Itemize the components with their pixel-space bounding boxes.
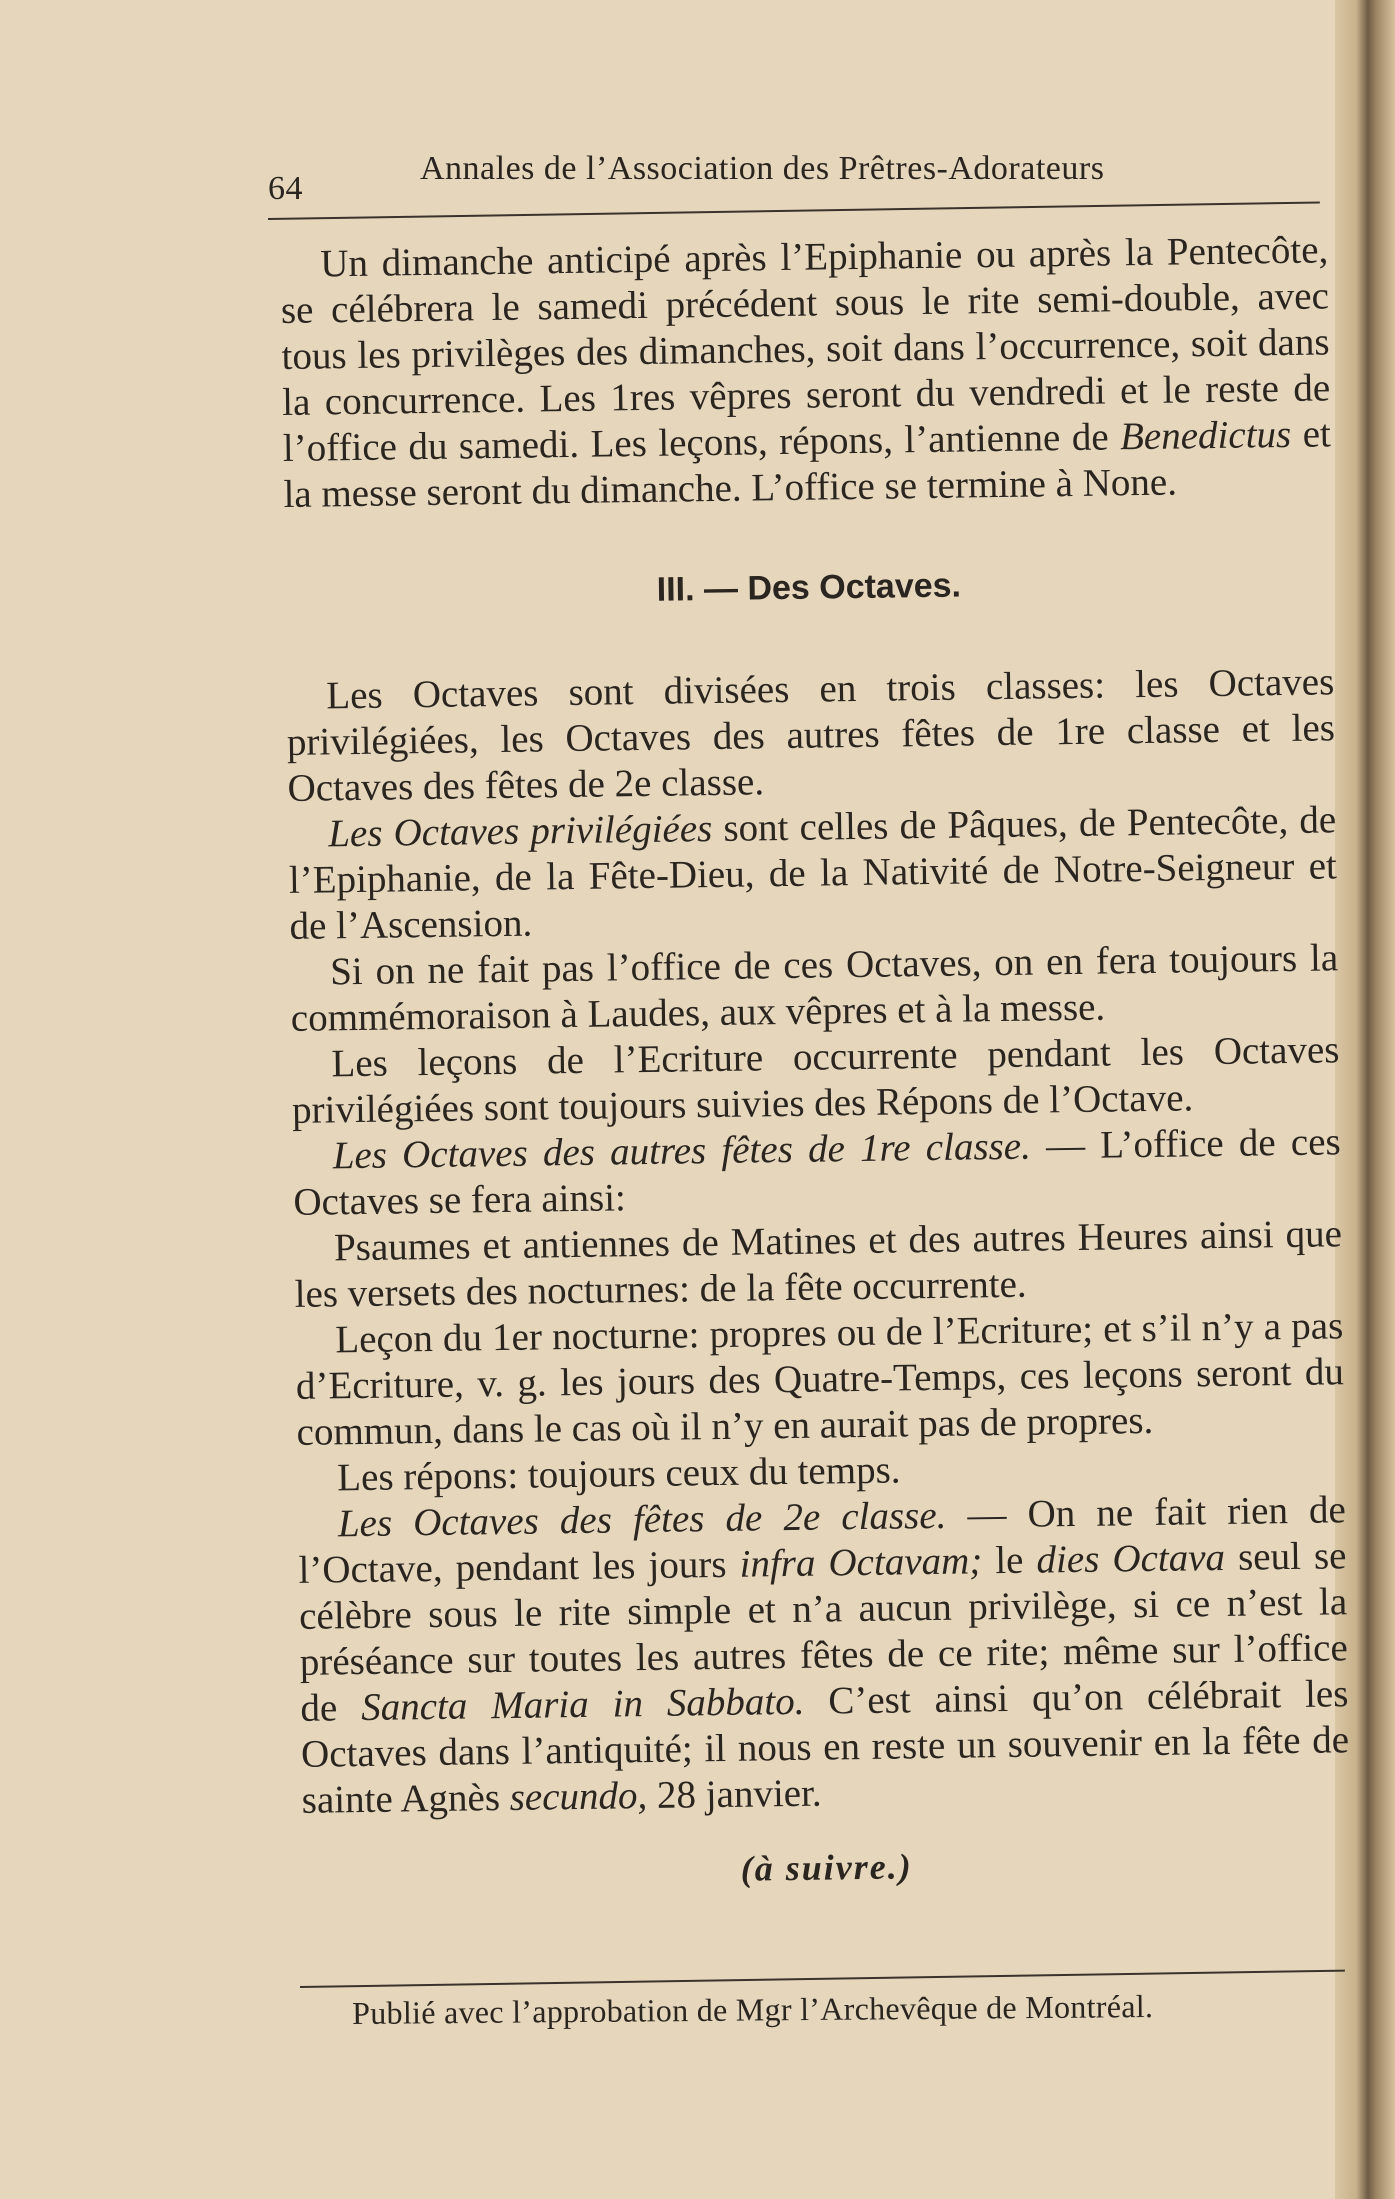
footer-approbation: Publié avec l’approbation de Mgr l’Archevêque de Montréal. bbox=[352, 1988, 1154, 2031]
paragraph-9: Les Octaves des fêtes de 2e classe. — On ne fait rien de l’Octave, pendant les jours infra Octavam; le dies Octava seul se célèbre sous le rite simple et n’a aucun privilège, si ce n’est la préséance sur toutes les autres fêtes de ce rite; même sur l’office de Sancta Maria in Sabbato. C’est ainsi qu’on célébrait les Octaves dans l’antiquité; il nous en reste un souvenir en la fête de sainte Agnès secundo, 28 janvier. bbox=[298, 1488, 1350, 1822]
running-title: Annales de l’Association des Prêtres-Adorateurs bbox=[420, 150, 1105, 187]
section-title: III. — Des Octaves. bbox=[656, 566, 962, 609]
paragraph-8: Les répons: toujours ceux du temps. bbox=[336, 1448, 901, 1500]
footer-rule bbox=[300, 1970, 1345, 1988]
intro-italic: Benedictus bbox=[1119, 412, 1292, 459]
intro-paragraph: Un dimanche anticipé après l’Epiphanie ou après la Pentecôte, se célébrera le samedi précédent sous le rite semi-double, avec tous les privilèges des dimanches, soit dans l’occurrence, soit dans la concurrence. Les 1res vêpres seront du vendredi et le reste de l’office du samedi. Les leçons, répons, l’antienne de Benedictus et la messe seront du dimanche. L’office se termine à None. bbox=[280, 228, 1332, 516]
paragraph-7: Leçon du 1er nocturne: propres ou de l’Ecriture; et s’il n’y a pas d’Ecriture, v. g. les jours des Quatre-Temps, ces leçons seront du commun, dans le cas où il n’y en aurait pas de propres. bbox=[295, 1304, 1345, 1454]
header-rule bbox=[268, 201, 1320, 220]
paragraph-6: Psaumes et antiennes de Matines et des autres Heures ainsi que les versets des nocturnes: de la fête occurrente. bbox=[294, 1212, 1343, 1316]
continuation-note: (à suivre.) bbox=[740, 1846, 914, 1889]
page-body bbox=[280, 227, 1351, 1897]
paragraph-5: Les Octaves des autres fêtes de 1re classe. — L’office de ces Octaves se fera ainsi: bbox=[293, 1120, 1341, 1224]
page-number: 64 bbox=[268, 170, 303, 207]
paragraph-2: Les Octaves privilégiées sont celles de Pâques, de Pentecôte, de l’Epiphanie, de la Fête-Dieu, de la Nativité de Notre-Seigneur et de l’Ascension. bbox=[288, 798, 1338, 948]
paragraph-3: Si on ne fait pas l’office de ces Octaves, on en fera toujours la commémoraison à Laudes, aux vêpres et à la messe. bbox=[290, 936, 1339, 1040]
paragraph-4: Les leçons de l’Ecriture occurrente pendant les Octaves privilégiées sont toujours suivies des Répons de l’Octave. bbox=[291, 1028, 1340, 1132]
paragraph-1: Les Octaves sont divisées en trois classes: les Octaves privilégiées, les Octaves des autres fêtes de 1re classe et les Octaves des fêtes de 2e classe. bbox=[286, 660, 1336, 810]
